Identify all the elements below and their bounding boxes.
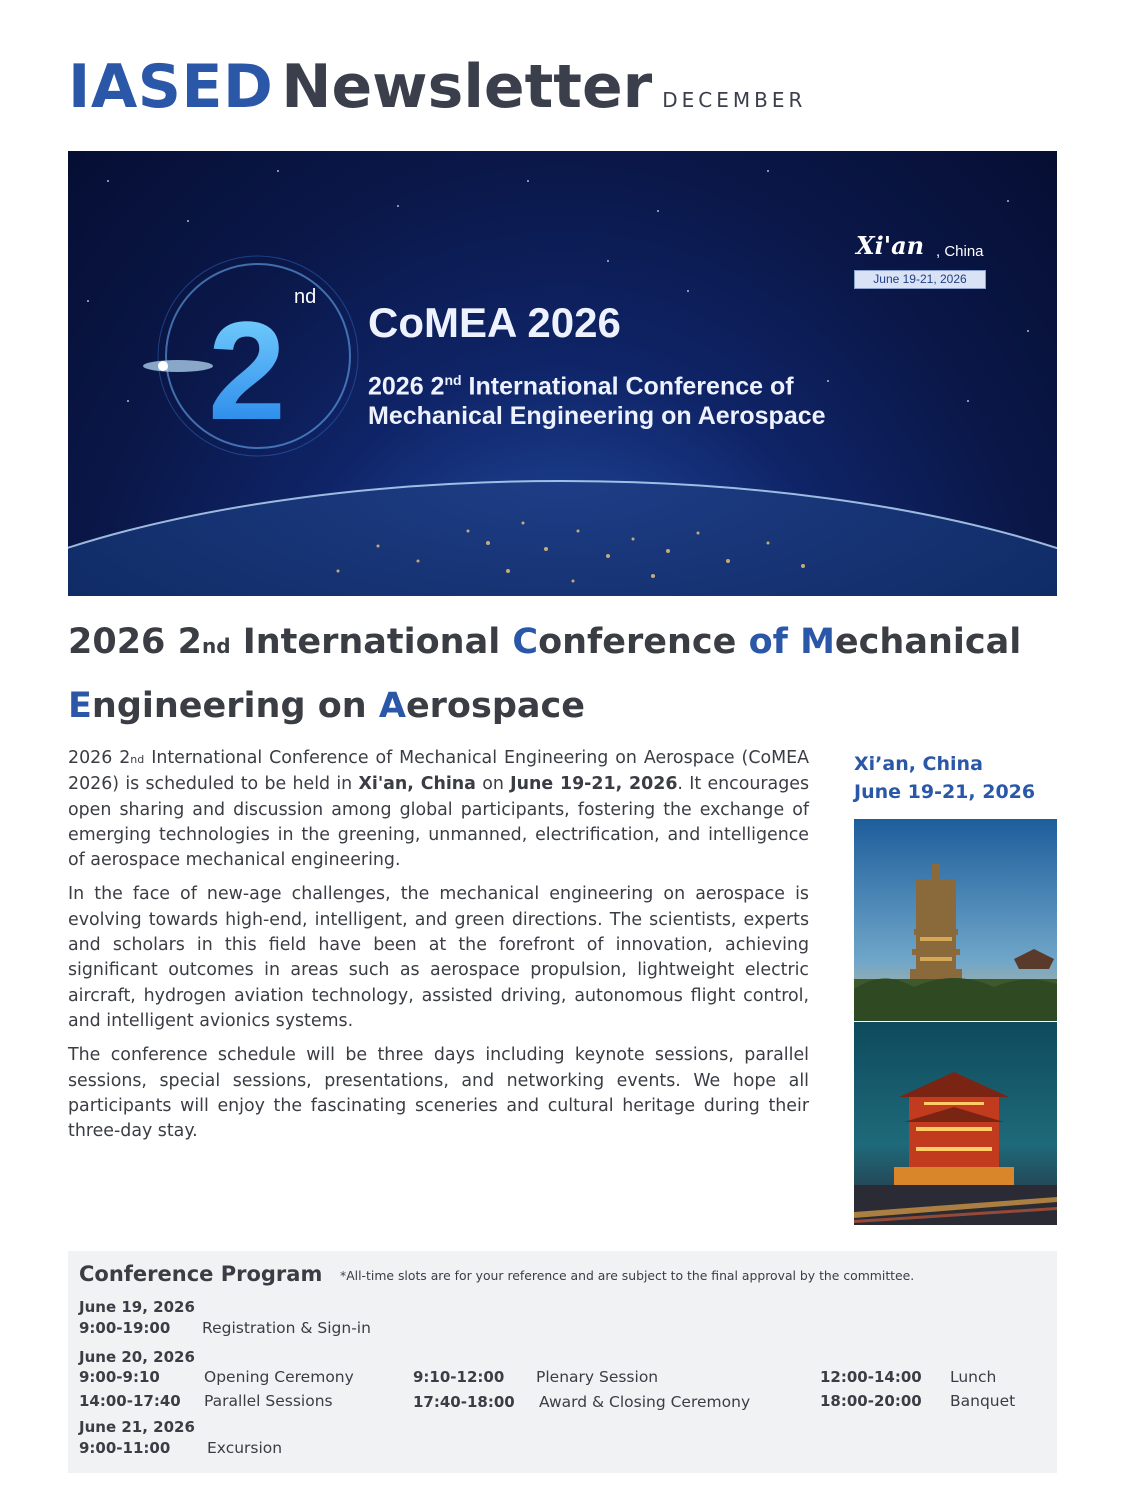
para1-text: 2026 2: [68, 748, 131, 768]
banner-subtitle-sup: nd: [444, 372, 462, 388]
masthead-title: Newsletter: [281, 52, 653, 122]
masthead-org: IASED: [68, 52, 274, 122]
program-slot-time: 9:00-11:00: [79, 1439, 171, 1457]
headline-accent: A: [378, 686, 406, 726]
sidebar-location: [854, 750, 1035, 806]
program-slot-label: Banquet: [950, 1392, 1016, 1410]
article-body: [68, 746, 809, 1153]
headline-part: [788, 622, 800, 662]
body-paragraph-1: [68, 746, 809, 873]
para1-sup: nd: [130, 753, 145, 766]
program-slot-label: Plenary Session: [536, 1368, 659, 1386]
para1-text: International Conference of Mechanical Engineering on Aerospace (CoMEA 2026) is scheduled to be held in: [68, 748, 809, 795]
headline-accent: of: [748, 622, 788, 662]
program-day-date: June 20, 2026: [79, 1348, 195, 1366]
program-day-date: June 21, 2026: [79, 1418, 195, 1436]
banner-date: June 19-21, 2026: [854, 270, 986, 289]
article-headline: [68, 612, 1058, 736]
program-note: *All-time slots are for your reference and are subject to the final approval by the committee.: [340, 1268, 915, 1283]
headline-accent: C: [512, 622, 539, 662]
program-slot-label: Excursion: [207, 1439, 283, 1457]
banner-subtitle-b: International Conference of: [461, 372, 794, 401]
program-slot-label: Opening Ceremony: [204, 1368, 354, 1386]
program-slot-time: 9:10-12:00: [413, 1368, 505, 1386]
body-paragraph-3: The conference schedule will be three days including keynote sessions, parallel sessions, special sessions, presentations, and networking events. We hope all participants will enjoy the fascinating sceneries and cultural heritage during their three-day stay.: [68, 1045, 809, 1142]
program-slot-time: 9:00-9:10: [79, 1368, 160, 1386]
headline-sup: nd: [201, 634, 231, 658]
conference-banner: [68, 151, 1057, 596]
banner-ordinal-number: 2: [208, 292, 286, 449]
program-slot-time: 18:00-20:00: [820, 1392, 922, 1410]
banner-city: Xi'an: [856, 231, 925, 260]
headline-part: echanical: [834, 622, 1022, 662]
headline-accent: E: [68, 686, 92, 726]
para1-date: June 19-21, 2026: [510, 774, 678, 795]
headline-part: International: [230, 622, 513, 662]
photo-pagoda: [854, 819, 1057, 1021]
program-slot-time: 17:40-18:00: [413, 1393, 515, 1411]
para1-city: Xi'an, China: [358, 774, 476, 795]
banner-country: , China: [936, 243, 984, 260]
headline-accent: M: [800, 622, 835, 662]
body-paragraph-2: In the face of new-age challenges, the mechanical engineering on aerospace is evolving towards high-end, intelligent, and green directions. The scientists, experts and scholars in this field have been at the forefront of innovation, achieving significant outcomes in areas such as aerospace propulsion, lightweight electric aircraft, hydrogen aviation technology, assisted driving, autonomous flight control, and intelligent avionics systems.: [68, 884, 809, 1031]
program-slot-label: Parallel Sessions: [204, 1392, 333, 1410]
photo-bell-tower: [854, 1022, 1057, 1225]
banner-subtitle-line2: Mechanical Engineering on Aerospace: [368, 402, 826, 431]
masthead: [68, 52, 806, 122]
program-title: Conference Program: [79, 1262, 323, 1286]
banner-ordinal-suffix: nd: [294, 286, 317, 308]
banner-title: CoMEA 2026: [368, 299, 621, 346]
para1-text: on: [475, 774, 511, 795]
conference-program: [68, 1251, 1057, 1473]
program-slot-label: Lunch: [950, 1368, 997, 1386]
sidebar-date: June 19-21, 2026: [854, 781, 1036, 803]
program-slot-time: 9:00-19:00: [79, 1319, 171, 1337]
headline-part: 2026 2: [68, 622, 202, 662]
banner-subtitle-a: 2026 2: [368, 372, 445, 401]
banner-subtitle: [368, 365, 928, 431]
masthead-month: DECEMBER: [662, 88, 807, 112]
headline-part: ngineering on: [91, 686, 379, 726]
headline-part: onference: [538, 622, 749, 662]
para1-text: . It encourages open sharing and discussion among global participants, fostering the exchange of emerging technologies in the greening, unmanned, electrification, and intelligence of aerospace mechanical engineering.: [68, 774, 809, 871]
headline-part: erospace: [405, 686, 585, 726]
program-slot-time: 12:00-14:00: [820, 1368, 922, 1386]
program-slot-time: 14:00-17:40: [79, 1392, 181, 1410]
program-day-date: June 19, 2026: [79, 1298, 195, 1316]
sidebar-city: Xi’an, China: [854, 753, 983, 775]
program-slot-label: Award & Closing Ceremony: [539, 1393, 751, 1411]
program-slot-label: Registration & Sign-in: [202, 1319, 371, 1337]
